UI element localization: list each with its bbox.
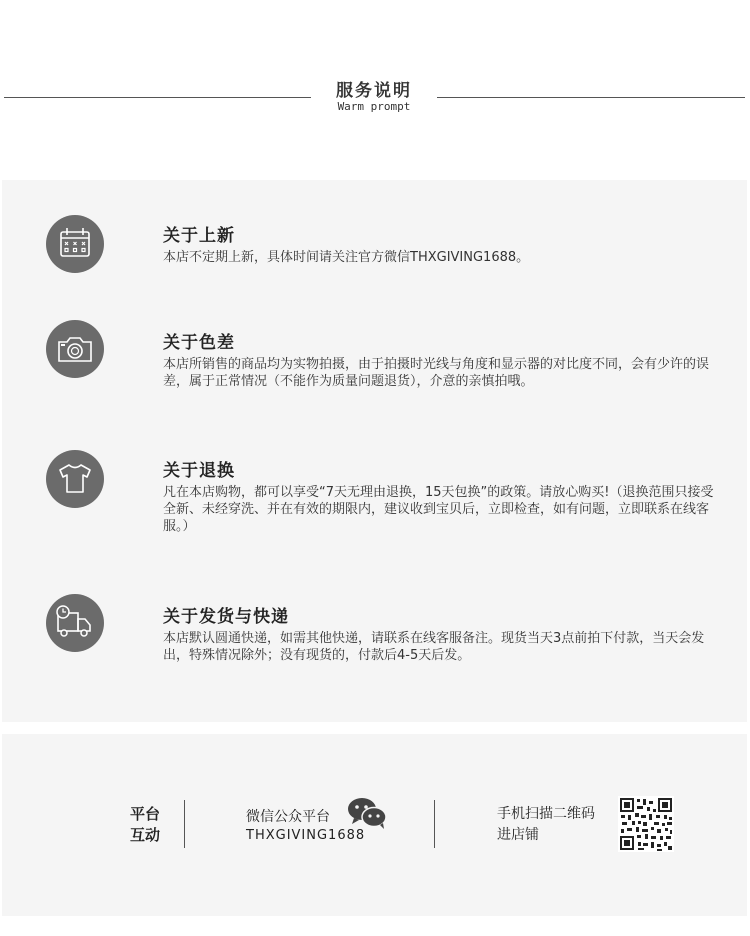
platform-interaction-label	[130, 804, 160, 846]
platform-label-line1: 平台	[130, 805, 161, 823]
page-header	[0, 0, 750, 130]
page-subtitle: Warm prompt	[337, 100, 411, 113]
section-heading: 关于上新	[163, 226, 235, 246]
section-text: 本店默认圆通快递，如需其他快递，请联系在线客服备注。现货当天3点前拍下付款，当天会发出，特殊情况除外；没有现货的，付款后4-5天后发。	[163, 631, 705, 663]
page-title: 服务说明	[336, 81, 412, 101]
tshirt-icon	[46, 450, 104, 508]
delivery-truck-icon	[46, 594, 104, 652]
scan-line1: 手机扫描二维码	[497, 806, 595, 822]
header-divider-left	[4, 97, 311, 98]
header-divider-right	[437, 97, 745, 98]
qr-code-icon[interactable]	[618, 796, 674, 852]
wechat-official-label: 微信公众平台	[246, 809, 330, 825]
section-text: 凡在本店购物，都可以享受“7天无理由退换，15天包换”的政策。请放心购买!（退换范围只接受全新、未经穿洗、并在有效的期限内，建议收到宝贝后，立即检查，如有问题，立即联系在线客服。）	[163, 485, 714, 534]
calendar-icon	[46, 215, 104, 273]
section-heading: 关于色差	[163, 333, 235, 353]
footer-divider-left	[184, 800, 185, 848]
section-heading: 关于发货与快递	[163, 607, 289, 627]
platform-label-line2: 互动	[130, 826, 161, 844]
footer-panel	[2, 734, 747, 916]
scan-line2: 进店铺	[497, 827, 539, 843]
camera-icon	[46, 320, 104, 378]
section-text: 本店所销售的商品均为实物拍摄，由于拍摄时光线与角度和显示器的对比度不同，会有少许的误差，属于正常情况（不能作为质量问题退货），介意的亲慎拍哦。	[163, 357, 710, 389]
section-heading: 关于退换	[163, 461, 235, 481]
section-text: 本店不定期上新，具体时间请关注官方微信THXGIVING1688。	[163, 250, 530, 265]
wechat-icon[interactable]	[346, 796, 388, 830]
scan-qr-instruction	[497, 804, 595, 846]
service-info-panel	[2, 180, 747, 722]
wechat-account-id: THXGIVING1688	[246, 828, 366, 843]
footer-divider-right	[434, 800, 435, 848]
